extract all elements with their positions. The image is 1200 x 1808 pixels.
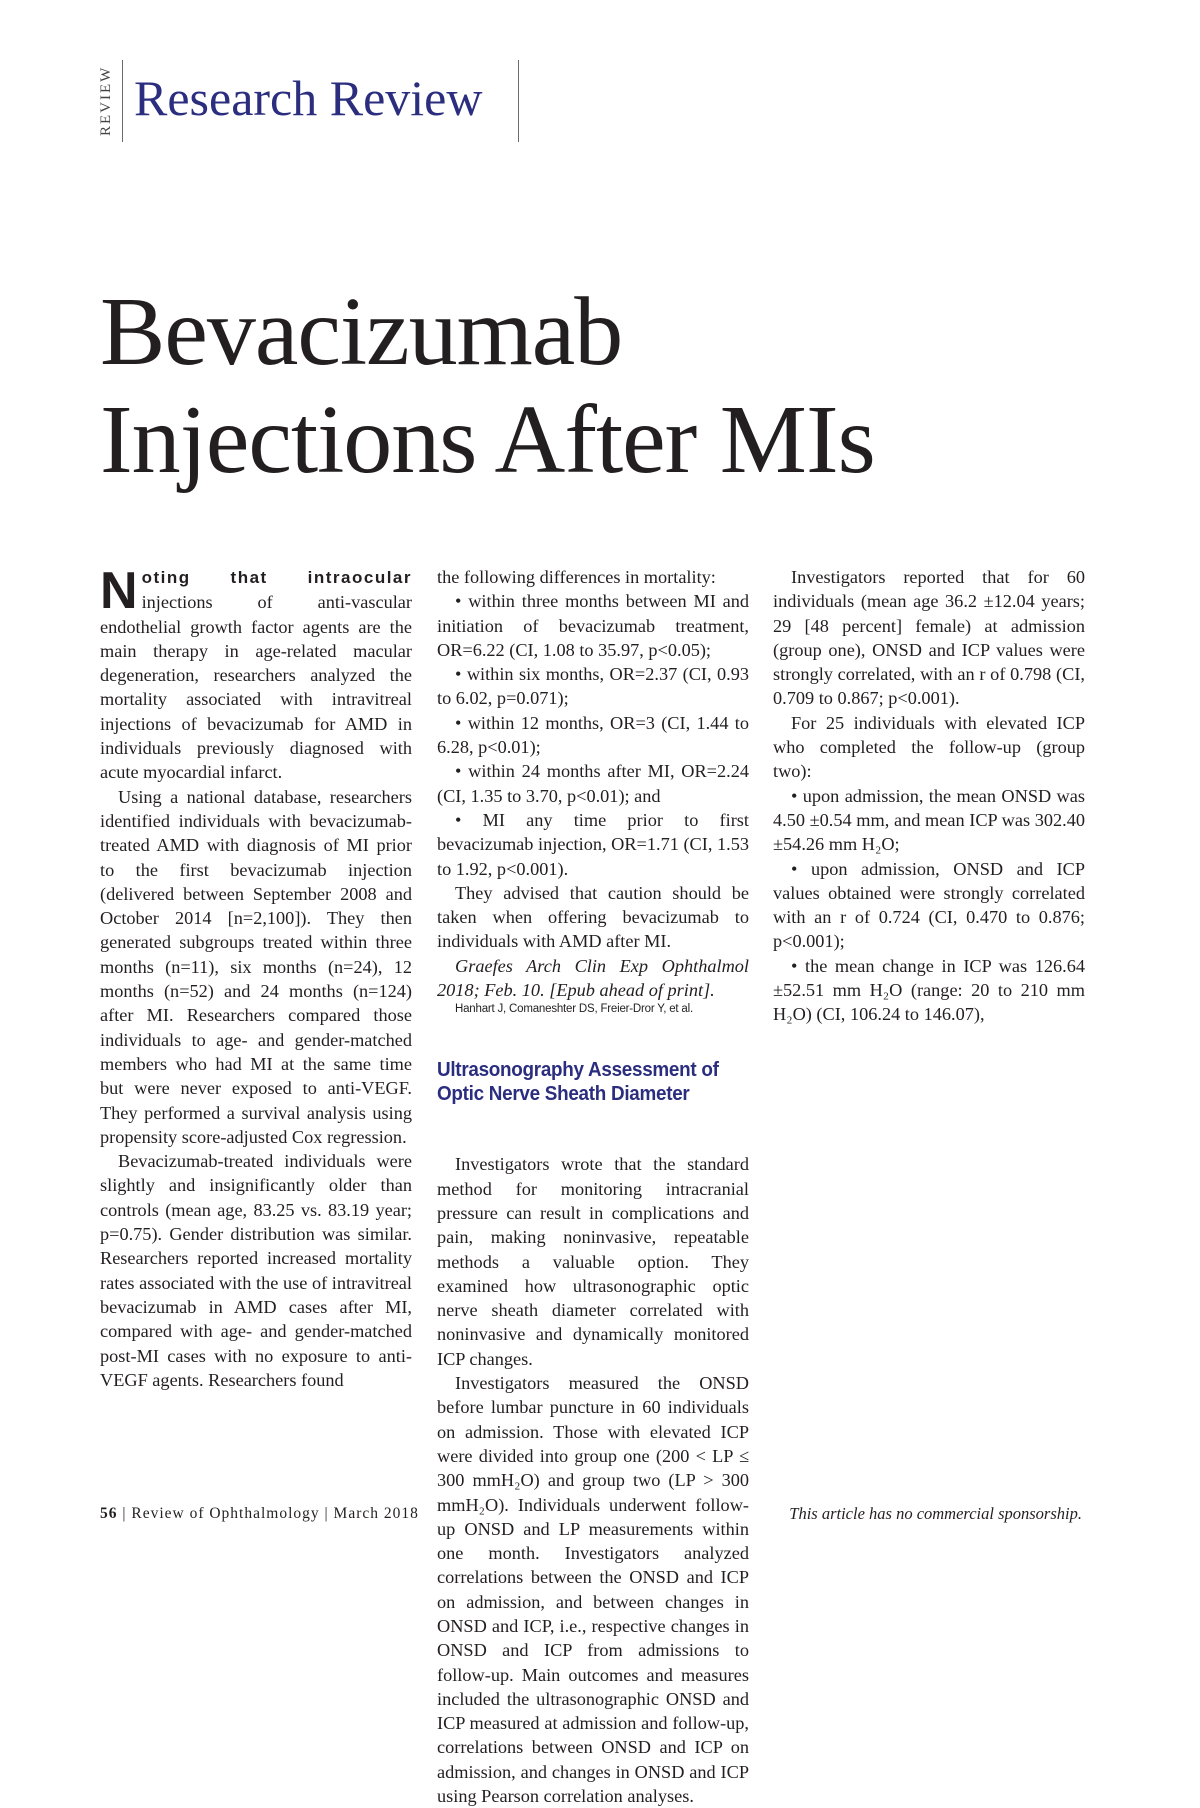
paragraph: Investigators reported that for 60 individuals (mean age 36.2 ±12.04 years; 29 [48 percent] female) at admission (group one), ONSD and ICP values were strongly correlated, with an r of 0.798 (CI, 0.709 to 0.867; p<0.001). xyxy=(773,567,1085,709)
paragraph: Investigators measured the ONSD before lumbar puncture in 60 individuals on admission. Those with elevated ICP were divided into group one (200 < LP ≤ 300 mmH₂O) and group two (LP > 300 mmH₂O). Individuals underwent follow-up ONSD and LP measurements within one month. Investigators analyzed correlations between the ONSD and ICP on admission, and between changes in ONSD and ICP, i.e., respective changes in ONSD and ICP from admissions to follow-up. Main outcomes and measures included the ultrasonographic ONSD and ICP measured at admission and follow-up, correlations between ONSD and ICP on admission, and changes in ONSD and ICP using Pearson correlation analyses. xyxy=(437,1373,749,1807)
column-3 xyxy=(773,565,1085,1027)
intro-text: injections of anti-vascular endothelial growth factor agents are the main therapy in age-related macular degeneration, researchers analyzed the mortality associated with intravitreal injections of bevacizumab for AMD in individuals previously diagnosed with acute myocardial infarct. xyxy=(100,592,412,783)
page-footer: 56 | Review of Ophthalmology | March 2018 xyxy=(100,1505,419,1522)
issue-date: March 2018 xyxy=(333,1505,419,1522)
authors: Hanhart J, Comaneshter DS, Freier-Dror Y, et al. xyxy=(455,1003,693,1016)
paragraph: Investigators wrote that the standard method for monitoring intracranial pressure can result in complications and pain, making noninvasive, repeatable methods a valuable option. They examined how ultrasonographic optic nerve sheath diameter correlated with noninvasive and dynamically monitored ICP changes. xyxy=(437,1154,749,1369)
column-2 xyxy=(437,565,749,1808)
header-divider-left xyxy=(122,60,123,142)
journal-name: Review of Ophthalmology xyxy=(131,1505,320,1522)
bullet-item: • within 24 months after MI, OR=2.24 (CI, 1.35 to 3.70, p<0.01); and xyxy=(437,761,749,806)
header-divider-right xyxy=(518,60,519,142)
headline-line-2: Injections After MIs xyxy=(100,386,875,494)
bullet-item: • MI any time prior to first bevacizumab injection, OR=1.71 (CI, 1.53 to 1.92, p<0.001). xyxy=(437,809,749,879)
paragraph: Using a national database, researchers identified individuals with bevacizumab-treated AMD with diagnosis of MI prior to the first bevacizumab injection (delivered between September 2008 and October 2014 [n=2,100]). They then generated subgroups treated within three months (n=11), six months (n=24), 12 months (n=52) and 24 months (n=124) after MI. Researchers compared those individuals to age- and gender-matched members who had MI at the same time but were never exposed to anti-VEGF. They performed a survival analysis using propensity score-adjusted Cox regression. xyxy=(100,786,412,1147)
article-subhead: Ultrasonography Assessment of Optic Nerve Sheath Diameter xyxy=(437,1058,719,1106)
paragraph: They advised that caution should be taken when offering bevacizumab to individuals with AMD after MI. xyxy=(437,882,749,952)
section-title: Research Review xyxy=(134,70,483,126)
bullet-item: • upon admission, the mean ONSD was 4.50 ±0.54 mm, and mean ICP was 302.40 ±54.26 mm H₂O; xyxy=(773,785,1085,855)
lead-in: oting that intraocular xyxy=(141,568,412,587)
bullet-item: • within 12 months, OR=3 (CI, 1.44 to 6.28, p<0.01); xyxy=(437,712,749,758)
bullet-item: • within six months, OR=2.37 (CI, 0.93 to 6.02, p=0.071); xyxy=(437,664,749,709)
paragraph: Bevacizumab-treated individuals were slightly and insignificantly older than controls (mean age, 83.25 vs. 83.19 year; p=0.75). Gender distribution was similar. Researchers reported increased mortality rates associated with the use of intravitreal bevacizumab in AMD cases after MI, compared with age- and gender-matched post-MI cases with no exposure to anti-VEGF agents. Researchers found xyxy=(100,1151,412,1390)
page-number: 56 xyxy=(100,1505,118,1522)
article-headline xyxy=(100,278,875,494)
headline-line-1: Bevacizumab xyxy=(100,278,623,386)
bullet-item: • upon admission, ONSD and ICP values obtained were strongly correlated with an r of 0.724 (CI, 0.470 to 0.876; p<0.001); xyxy=(773,858,1085,952)
sponsorship-note: This article has no commercial sponsorship. xyxy=(789,1504,1082,1523)
citation: Graefes Arch Clin Exp Ophthalmol 2018; Feb. 10. [Epub ahead of print]. xyxy=(437,955,749,1001)
intro-paragraph xyxy=(100,562,412,785)
bullet-item: • within three months between MI and initiation of bevacizumab treatment, OR=6.22 (CI, 1.08 to 35.97, p<0.05); xyxy=(437,591,749,660)
review-tag: REVIEW xyxy=(98,65,114,137)
column-1 xyxy=(100,562,412,1392)
bullet-item: • the mean change in ICP was 126.64 ±52.51 mm H₂O (range: 20 to 210 mm H₂O) (CI, 106.24 to 146.07), xyxy=(773,955,1085,1025)
paragraph: For 25 individuals with elevated ICP who completed the follow-up (group two): xyxy=(773,712,1085,782)
paragraph: the following differences in mortality: xyxy=(437,567,716,587)
drop-cap: N xyxy=(100,562,138,620)
